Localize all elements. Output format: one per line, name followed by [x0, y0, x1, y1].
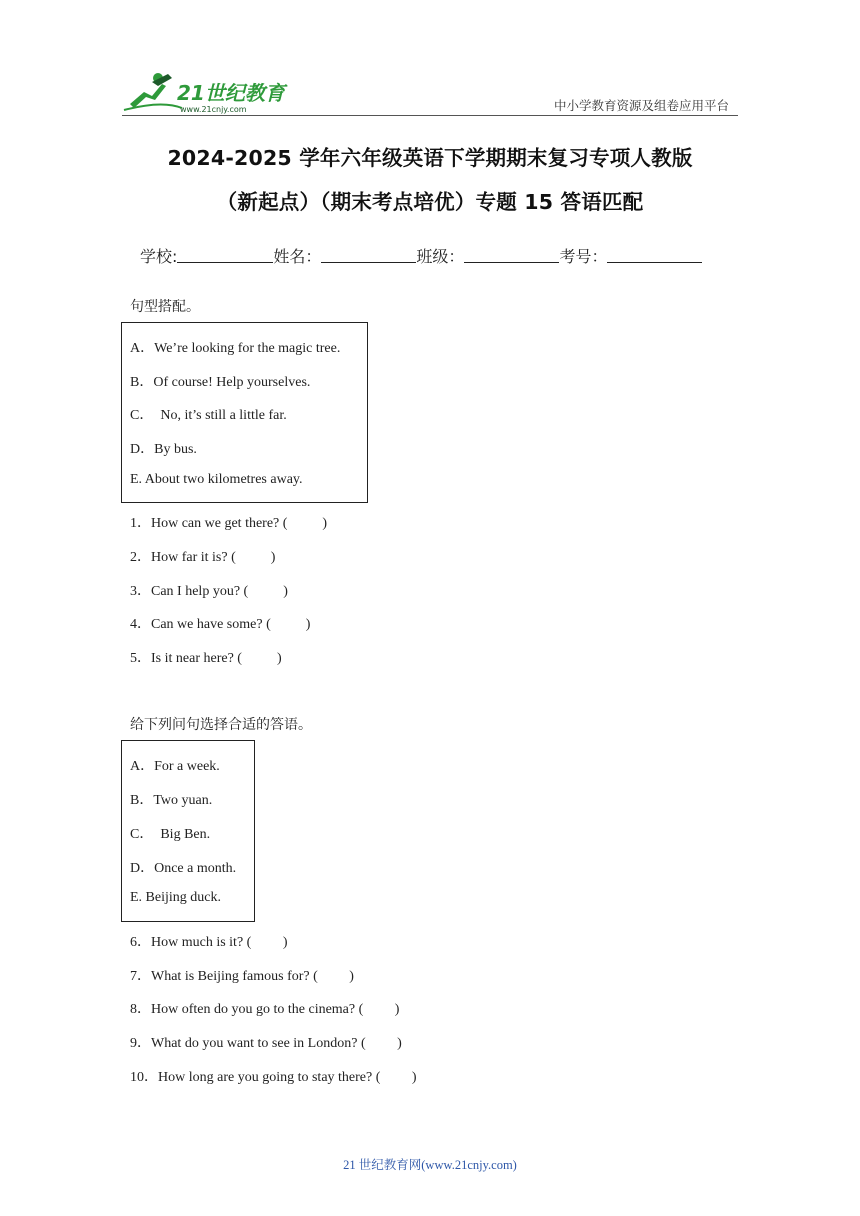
runner-logo-icon [122, 70, 292, 114]
header-rule [122, 115, 738, 116]
section2-option: B．Two yuan. [130, 793, 213, 808]
section2-option: E. Beijing duck. [130, 890, 221, 905]
question-3: 3．Can I help you? ( ) [130, 584, 288, 599]
logo-url: www.21cnjy.com [180, 105, 247, 114]
question-5: 5．Is it near here? ( ) [130, 651, 282, 666]
student-info-line [140, 244, 702, 267]
section1-option: B．Of course! Help yourselves. [130, 375, 311, 390]
platform-name: 中小学教育资源及组卷应用平台 [553, 98, 729, 113]
name-label: 姓名： [273, 247, 322, 266]
footer-link[interactable]: 21 世纪教育网(www.21cnjy.com) [343, 1158, 517, 1172]
section1-option: A．We’re looking for the magic tree. [130, 341, 341, 356]
section1-instruction: 句型搭配。 [130, 299, 200, 315]
section1-option: C． No, it’s still a little far. [130, 408, 287, 423]
number-label: 考号： [559, 247, 608, 266]
page-title-line1: 2024-2025 学年六年级英语下学期期末复习专项人教版 [167, 146, 693, 170]
question-8: 8．How often do you go to the cinema? ( ) [130, 1002, 400, 1017]
class-label: 班级： [416, 247, 465, 266]
question-1: 1．How can we get there? ( ) [130, 516, 328, 531]
section1-option: E. About two kilometres away. [130, 472, 303, 487]
section2-option: A．For a week. [130, 759, 220, 774]
number-field[interactable] [607, 244, 702, 263]
question-10: 10．How long are you going to stay there? ( ) [130, 1070, 417, 1085]
section1-option: D．By bus. [130, 442, 197, 457]
question-4: 4．Can we have some? ( ) [130, 617, 311, 632]
section2-option: C． Big Ben. [130, 827, 211, 842]
question-6: 6．How much is it? ( ) [130, 935, 288, 950]
school-label: 学校: [140, 247, 178, 266]
site-logo [122, 70, 292, 114]
logo-text: 21世纪教育 [177, 81, 285, 105]
section2-instruction: 给下列问句选择合适的答语。 [130, 717, 312, 733]
question-2: 2．How far it is? ( ) [130, 550, 276, 565]
class-field[interactable] [464, 244, 559, 263]
school-field[interactable] [177, 244, 273, 263]
question-7: 7．What is Beijing famous for? ( ) [130, 969, 354, 984]
page-title-line2: （新起点）（期末考点培优）专题 15 答语匹配 [216, 190, 644, 214]
question-9: 9．What do you want to see in London? ( ) [130, 1036, 402, 1051]
section2-option: D．Once a month. [130, 861, 237, 876]
name-field[interactable] [321, 244, 416, 263]
